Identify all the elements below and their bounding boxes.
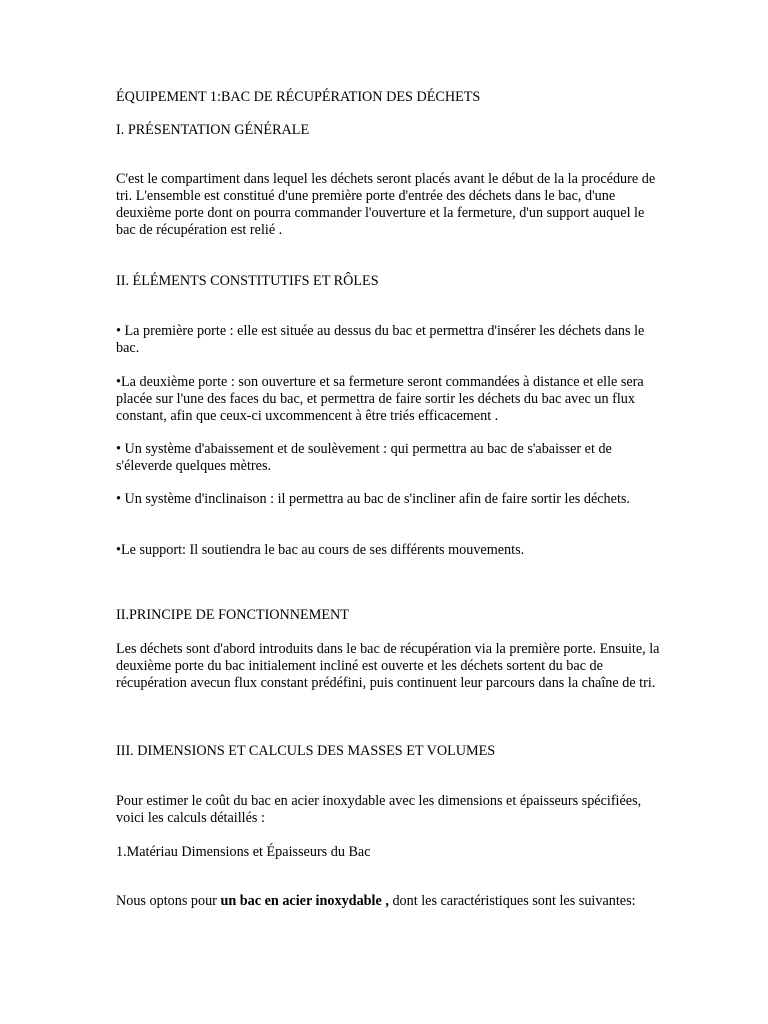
list-item-first-door: • La première porte : elle est située au dessus du bac et permettra d'insérer les déchets dans le bac.: [116, 323, 645, 356]
list-item-second-door: •La deuxième porte : son ouverture et sa fermeture seront commandées à distance et elle sera placée sur l'une des faces du bac, et permettra de faire sortir les déchets du bac avec un flux constant, afin que ceux-ci uxcommencent à être triés efficacement .: [116, 374, 644, 424]
section-4-intro: Pour estimer le coût du bac en acier inoxydable avec les dimensions et épaisseurs spécifiées, voici les calculs détaillés :: [116, 793, 642, 826]
list-item-lifting-system: • Un système d'abaissement et de soulèvement : qui permettra au bac de s'abaisser et de s'éleverde quelques mètres.: [116, 441, 612, 474]
material-text-bold: un bac en acier inoxydable ,: [220, 893, 389, 909]
material-text-before: Nous optons pour: [116, 893, 221, 909]
material-text-after: dont les caractéristiques sont les suivantes:: [388, 893, 636, 909]
section-1-heading: I. PRÉSENTATION GÉNÉRALE: [116, 122, 310, 138]
section-4-subheading: 1.Matériau Dimensions et Épaisseurs du Bac: [116, 844, 371, 860]
section-4-material-paragraph: [116, 893, 661, 910]
section-3-heading: II.PRINCIPE DE FONCTIONNEMENT: [116, 607, 349, 623]
document-title: ÉQUIPEMENT 1:BAC DE RÉCUPÉRATION DES DÉCHETS: [116, 89, 481, 105]
section-3-paragraph: Les déchets sont d'abord introduits dans le bac de récupération via la première porte. Ensuite, la deuxième porte du bac initialement incliné est ouverte et les déchets sortent du bac de récupération avecun flux constant prédéfini, puis continuent leur parcours dans la chaîne de tri.: [116, 641, 660, 691]
section-1-paragraph: C'est le compartiment dans lequel les déchets seront placés avant le début de la la procédure de tri. L'ensemble est constitué d'une première porte d'entrée des déchets dans le bac, d'une deuxième porte dont on pourra commander l'ouverture et la fermeture, d'un support auquel le bac de récupération est relié .: [116, 171, 656, 238]
section-2-heading: II. ÉLÉMENTS CONSTITUTIFS ET RÔLES: [116, 273, 379, 289]
list-item-tilting-system: • Un système d'inclinaison : il permettra au bac de s'incliner afin de faire sortir les déchets.: [116, 491, 630, 507]
section-4-heading: III. DIMENSIONS ET CALCULS DES MASSES ET VOLUMES: [116, 743, 496, 759]
list-item-support: •Le support: Il soutiendra le bac au cours de ses différents mouvements.: [116, 542, 525, 558]
